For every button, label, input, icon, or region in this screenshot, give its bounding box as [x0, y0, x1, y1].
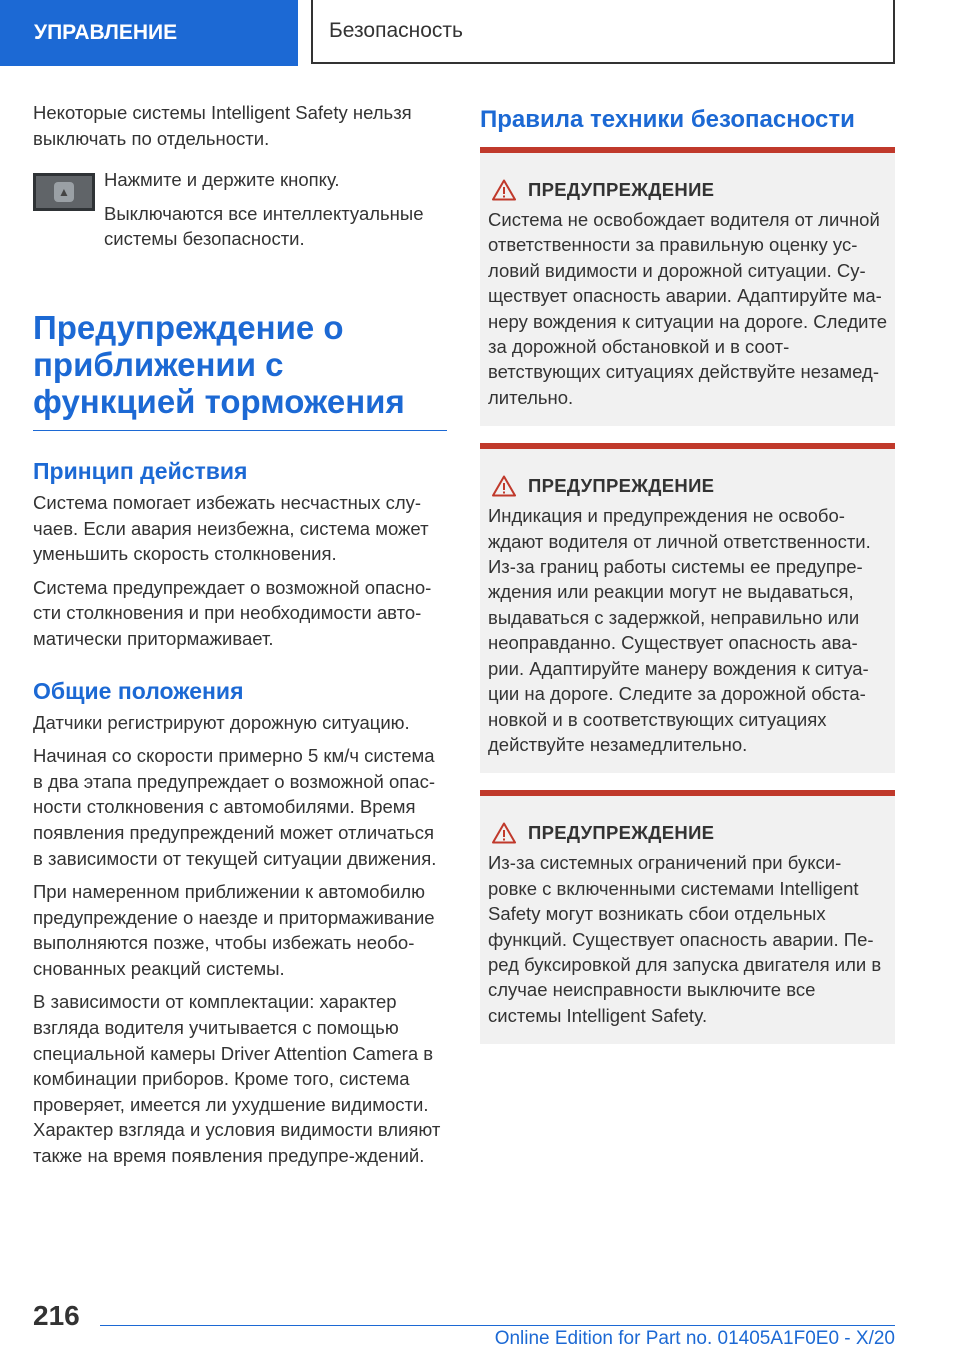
paragraph-6: В зависимости от комплектации: характер взгляда водителя учитывается с помощью специальной камеры Driver Attention Camera в комбинации приборов. Кроме того, система проверяет, имеется ли ухудшение видимости. Характер взгляда и условия видимости влияют также на время появления предупре-ждений. [33, 991, 441, 1167]
paragraph-5: При намеренном приближении к автомобилю предупреждение о наезде и притормаживание выполняются позже, чтобы избежать необо-снованных реакций системы. [33, 881, 435, 979]
section-title: Безопасность [311, 0, 895, 64]
warning-header [488, 179, 887, 201]
safety-heading: Правила техники безопасности [480, 100, 895, 153]
subheading-principle: Принцип действия [33, 457, 248, 484]
paragraph-4: Начиная со скорости примерно 5 км/ч система в два этапа предупреждает о возможной опас-ности столкновения с автомобилями. Время появления предупреждений может отличаться в зависимости от текущей ситуации движения. [33, 745, 437, 869]
warning-header [488, 475, 887, 497]
right-column [480, 100, 895, 1044]
button-instruction [33, 167, 447, 252]
warning-text: Система не освобождает водителя от личной ответственности за правильную оценку ус-ловий видимости и дорожной ситуации. Су-ществует опасность аварии. Адаптируйте ма-неру вождения к ситуации на дороге. Следите за дорожной обстановкой и в соот-ветствующих ситуациях действуйте незамед-лительно. [488, 209, 888, 408]
warning-header [488, 822, 887, 844]
warning-box [480, 796, 895, 1044]
edition-footer: Online Edition for Part no. 01405A1F0E0 - X/20 [494, 1328, 895, 1349]
car-shield-icon: ▲ [54, 182, 74, 202]
result-text-span: Выключаются все интеллектуальные системы безопасности. [104, 202, 424, 250]
warning-text: Из-за системных ограничений при букси-ровке с включенными системами Intelligent Safety могут возникать сбои отдельных функций. Существует опасность аварии. Пе-ред буксировкой для запуска двигателя или в случае неисправности выключите все системы Intelligent Safety. [488, 852, 882, 1026]
result-text [33, 201, 447, 252]
warning-triangle-icon [492, 179, 516, 201]
intro-text: Некоторые системы Intelligent Safety нельзя выключать по отдельности. [33, 102, 412, 149]
subheading-general: Общие положения [33, 677, 244, 704]
footer-divider [100, 1325, 895, 1326]
safety-button-icon [33, 173, 95, 211]
warning-text: Индикация и предупреждения не освобо-ждают водителя от личной ответственности. Из-за границ работы системы ее предупре-ждения или реакции могут не выдаваться, выдаваться с задержкой, неправильно или неоправданно. Существует опасность ава-рии. Адаптируйте манеру вождения к ситуа-ции на дороге. Следите за дорожной обста-новкой и в соответствующих ситуациях действуйте незамедлительно. [488, 505, 871, 755]
left-column [33, 100, 447, 1177]
press-hold-text: Нажмите и держите кнопку. [104, 169, 340, 191]
page-number: 216 [33, 1300, 80, 1331]
section-heading: Предупреждение о приближении с функцией торможения [33, 309, 447, 431]
warning-title: ПРЕДУПРЕЖДЕНИЕ [528, 475, 715, 497]
paragraph-2: Система предупреждает о возможной опасно-сти столкновения и при необходимости авто-матически притормаживает. [33, 576, 432, 649]
warning-title: ПРЕДУПРЕЖДЕНИЕ [528, 822, 715, 844]
warning-triangle-icon [492, 475, 516, 497]
warning-triangle-icon [492, 822, 516, 844]
paragraph-3: Датчики регистрируют дорожную ситуацию. [33, 711, 410, 733]
warning-box [480, 153, 895, 426]
warning-box [480, 449, 895, 773]
paragraph-1: Система помогает избежать несчастных слу-чаев. Если авария неизбежна, система может уменьшить скорость столкновения. [33, 491, 429, 565]
page-header [0, 0, 960, 66]
warning-title: ПРЕДУПРЕЖДЕНИЕ [528, 179, 715, 200]
chapter-tab: УПРАВЛЕНИЕ [0, 0, 298, 66]
